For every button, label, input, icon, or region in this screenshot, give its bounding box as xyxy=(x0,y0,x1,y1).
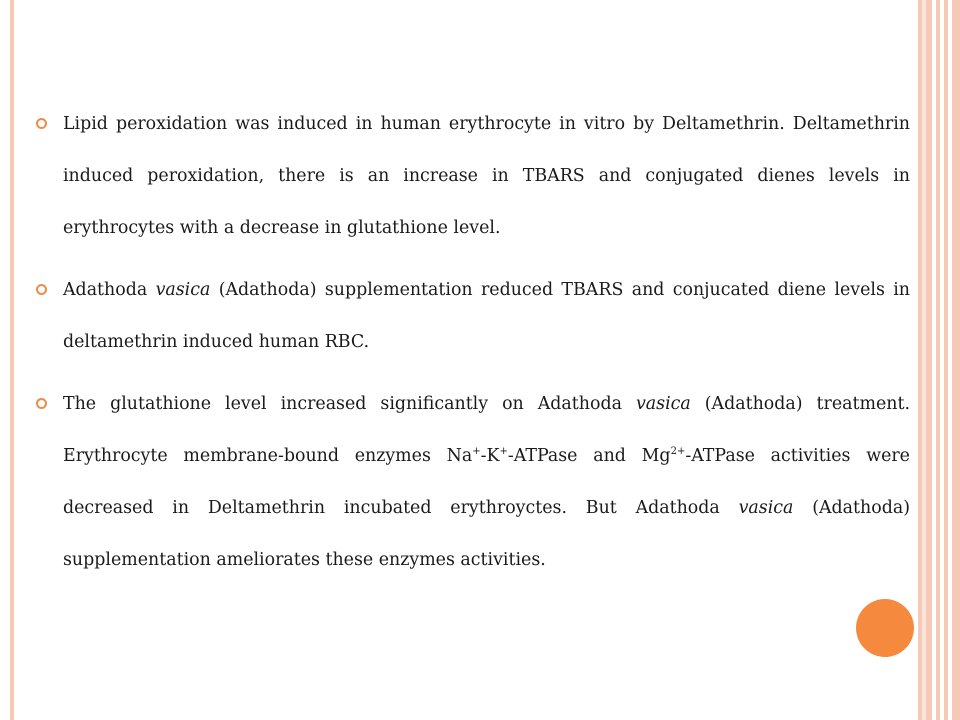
superscript: 2+ xyxy=(670,446,686,458)
bullet-circle-icon xyxy=(36,284,47,295)
slide-body xyxy=(36,98,910,596)
species-name-italic: vasica xyxy=(635,394,691,414)
superscript: + xyxy=(499,446,508,458)
bullet-text-part: Adathoda xyxy=(63,280,156,300)
bullet-text-part: (Adathoda) supplementation ameliorates these enzymes activities. xyxy=(63,498,910,570)
species-name-italic: vasica xyxy=(738,498,794,518)
species-name-italic: vasica xyxy=(155,280,211,300)
bullet-text-part: -ATPase activities were decreased in Deltamethrin incubated erythroyctes. But Adathoda xyxy=(63,446,910,518)
bullet-text-part: (Adathoda) supplementation reduced TBARS and conjucated diene levels in deltamethrin induced human RBC. xyxy=(63,280,910,352)
bullet-text-part: -K xyxy=(480,446,500,466)
slide-left-border xyxy=(10,0,14,720)
bullet-circle-icon xyxy=(36,118,47,129)
bullet-text: Lipid peroxidation was induced in human erythrocyte in vitro by Deltamethrin. Deltamethrin induced peroxidation, there is an increase in TBARS and conjugated dienes levels in erythrocytes with a decrease in glutathione level. xyxy=(63,114,910,238)
slide-right-border-inner xyxy=(922,0,926,720)
superscript: + xyxy=(472,446,481,458)
bullet-text-part: -ATPase and Mg xyxy=(507,446,671,466)
bullet-circle-icon xyxy=(36,398,47,409)
bullet-text-part: The glutathione level increased significantly on Adathoda xyxy=(63,394,636,414)
decorative-circle xyxy=(856,599,914,657)
decorative-strip xyxy=(944,0,948,720)
bullet-item xyxy=(36,264,910,368)
bullet-item xyxy=(36,98,910,254)
bullet-text-part: (Adathoda) treatment. Erythrocyte membrane-bound enzymes Na xyxy=(63,394,911,466)
decorative-strip xyxy=(952,0,960,720)
bullet-item xyxy=(36,378,910,586)
decorative-strip xyxy=(936,0,940,720)
